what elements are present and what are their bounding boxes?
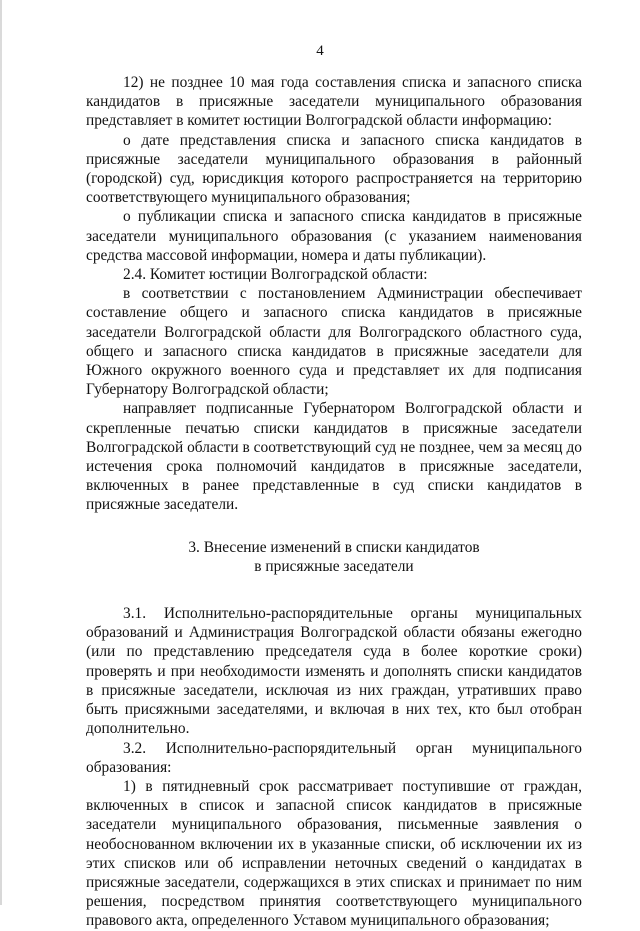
paragraph-section-2-4: 2.4. Комитет юстиции Волгоградской области: — [123, 266, 428, 284]
scan-edge-mark — [0, 0, 2, 905]
section-3-heading-line-2: в присяжные заседатели — [254, 557, 414, 575]
paragraph-publication-info: о публикации списка и запасного списка кандидатов в присяжные заседатели муниципального образования (с указанием наименования средства массовой информации, номера и даты публикации). — [86, 208, 582, 264]
spacer — [86, 515, 582, 538]
paragraph-sending-lists: направляет подписанные Губернатором Волгоградской области и скрепленные печатью списки кандидатов в присяжные заседатели Волгоградской области в соответствующий суд не позднее, чем за месяц до истечения срока полномочий кандидатов в присяжные заседатели, включенных в ранее представленные в суд списки кандидатов в присяжные заседатели. — [86, 400, 582, 514]
document-body — [86, 73, 582, 931]
paragraph-date-of-submission: о дате представления списка и запасного списка кандидатов в присяжные заседатели муниципального образования в районный (городской) суд, юрисдикция которого распространяется на территорию соответствующего муниципального образования; — [86, 131, 582, 207]
paragraph-section-3-2: 3.2. Исполнительно-распорядительный орган муниципального образования: — [86, 739, 582, 776]
paragraph-item-1: 1) в пятидневный срок рассматривает поступившие от граждан, включенных в список и запасной список кандидатов в присяжные заседатели муниципального образования, письменные заявления о необоснованном включении их в указанные списки, об исключении их из этих списков или об исправлении неточных сведений о кандидатах в присяжные заседатели, содержащихся в этих списках и принимает по ним решения, посредством принятия соответствующего муниципального правового акта, определенного Уставом муниципального образования; — [86, 777, 582, 930]
section-3-heading-line-1: 3. Внесение изменений в списки кандидатов — [188, 538, 480, 556]
paragraph-item-12: 12) не позднее 10 мая года составления списка и запасного списка кандидатов в присяжные заседатели муниципального образования представляет в комитет юстиции Волгоградской области информацию: — [86, 74, 582, 130]
paragraph-compiling-lists: в соответствии с постановлением Администрации обеспечивает составление общего и запасного списка кандидатов в присяжные заседатели Волгоградской области для Волгоградского областного суда, общего и запасного списка кандидатов в присяжные заседатели для Южного окружного военного суда и представляет их для подписания Губернатору Волгоградской области; — [86, 285, 582, 399]
page-number: 4 — [316, 43, 324, 59]
spacer — [86, 576, 582, 604]
paragraph-section-3-1: 3.1. Исполнительно-распорядительные органы муниципальных образований и Администрация Волгоградской области обязаны ежегодно (или по представлению председателя суда в более короткие сроки) проверять и при необходимости изменять и дополнять списки кандидатов в присяжные заседатели, исключая из них граждан, утративших право быть присяжными заседателями, и включая в них тех, кто был отобран дополнительно. — [86, 605, 582, 738]
